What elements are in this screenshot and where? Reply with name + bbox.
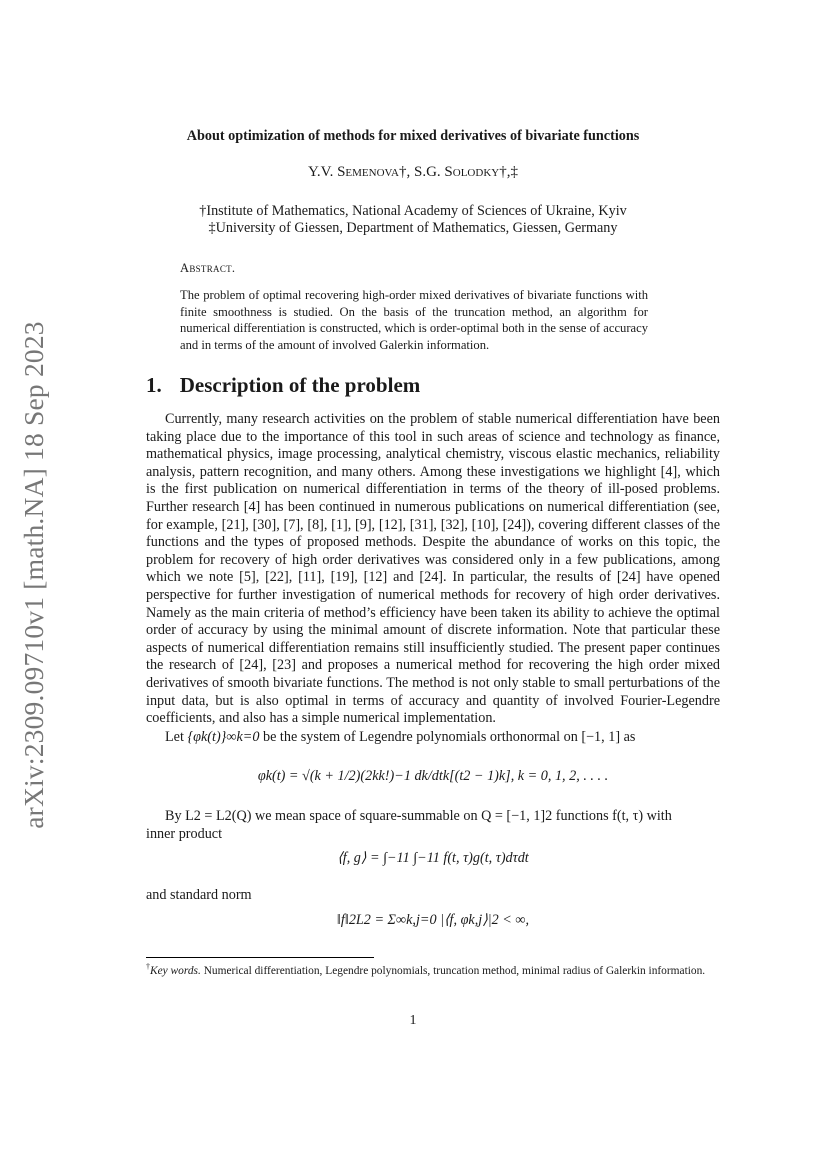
body-paragraph-1 — [146, 411, 720, 728]
paragraph-text: Currently, many research activities on the problem of stable numerical differentiation have been taking place due to the importance of this tool in such areas of science and technology as finance, mathematical physics, image processing, analytical chemistry, viscous elastic mechanics, reliability analysis, pattern recognition, and many others. Among these investigations we highlight [4], which is the first publication on numerical differentiation in terms of the theory of ill-posed problems. Further research [4] has been continued in numerous publications on numerical differentiation (see, for example, [21], [30], [7], [8], [1], [9], [12], [31], [32], [10], [24]), covering different classes of the functions and the types of proposed methods. Despite the abundance of works on this topic, the problem for recovery of high order derivatives was considered only in a few publications, among which we note [5], [22], [11], [19], [12] and [24]. In particular, the results of [24] have opened perspective for further investigation of numerical methods for recovery of high order derivatives. Namely as the main criteria of method’s efficiency have been taken its ability to achieve the optimal order of accuracy by using the minimal amount of discrete information. Note that particular these aspects of numerical differentiation remains still insufficiently studied. The present paper continues the research of [24], [23] and proposes a numerical method for recovering the high order mixed derivatives of smooth bivariate functions. The method is not only stable to small perturbations of the input data, but is also optimal in terms of accuracy and quantity of involved Fourier-Legendre coefficients, and also has a simple numerical implementation. — [146, 411, 720, 727]
affiliation-1: †Institute of Mathematics, National Academy of Sciences of Ukraine, Kyiv — [199, 203, 627, 219]
let-line — [146, 729, 720, 747]
page-number: 1 — [409, 1013, 417, 1028]
paper-authors: Y.V. Semenova†, S.G. Solodky†,‡ — [308, 164, 518, 180]
legendre-system: {φk(t)}∞k=0 — [187, 729, 260, 745]
footnote-text: Numerical differentiation, Legendre polynomials, truncation method, minimal radius of Galerkin information. — [203, 964, 706, 977]
equation-inner-product: ⟨f, g⟩ = ∫−11 ∫−11 f(t, τ)g(t, τ)dτdt — [337, 850, 529, 866]
space-definition-line-1: By L2 = L2(Q) we mean space of square-summable on Q = [−1, 1]2 functions f(t, τ) with — [165, 808, 672, 824]
equation-legendre: φk(t) = √(k + 1/2)(2kk!)−1 dk/dtk[(t2 − 1)k], k = 0, 1, 2, . . . . — [257, 768, 609, 784]
abstract-heading: Abstract. — [180, 261, 236, 275]
equation-norm: ‖f‖2L2 = Σ∞k,j=0 |⟨f, φk,j⟩|2 < ∞, — [336, 912, 530, 928]
space-definition-line-2: inner product — [146, 825, 223, 842]
arxiv-id: arXiv:2309.09710v1 [math.NA] 18 Sep 2023 — [18, 321, 49, 829]
section-heading — [146, 373, 420, 398]
space-definition — [146, 808, 720, 843]
footnote-rule — [146, 957, 374, 958]
affiliation-2: ‡University of Giessen, Department of Mathematics, Giessen, Germany — [208, 220, 618, 236]
let-prefix: Let — [165, 729, 184, 745]
abstract-text: The problem of optimal recovering high-order mixed derivatives of bivariate functions with finite smoothness is studied. On the basis of the truncation method, an algorithm for numerical differentiation is constructed, which is order-optimal both in the sense of accuracy and in terms of the amount of involved Galerkin information. — [180, 288, 648, 352]
footnote: †Key words. Numerical differentiation, Legendre polynomials, truncation method, minimal radius of Galerkin information. — [146, 962, 706, 977]
norm-intro: and standard norm — [146, 887, 252, 903]
let-suffix: be the system of Legendre polynomials orthonormal on [−1, 1] as — [262, 729, 636, 745]
section-number: 1. — [146, 373, 162, 397]
paper-title: About optimization of methods for mixed derivatives of bivariate functions — [186, 128, 640, 144]
footnote-label: Key words. — [149, 964, 201, 977]
section-title: Description of the problem — [179, 373, 421, 397]
